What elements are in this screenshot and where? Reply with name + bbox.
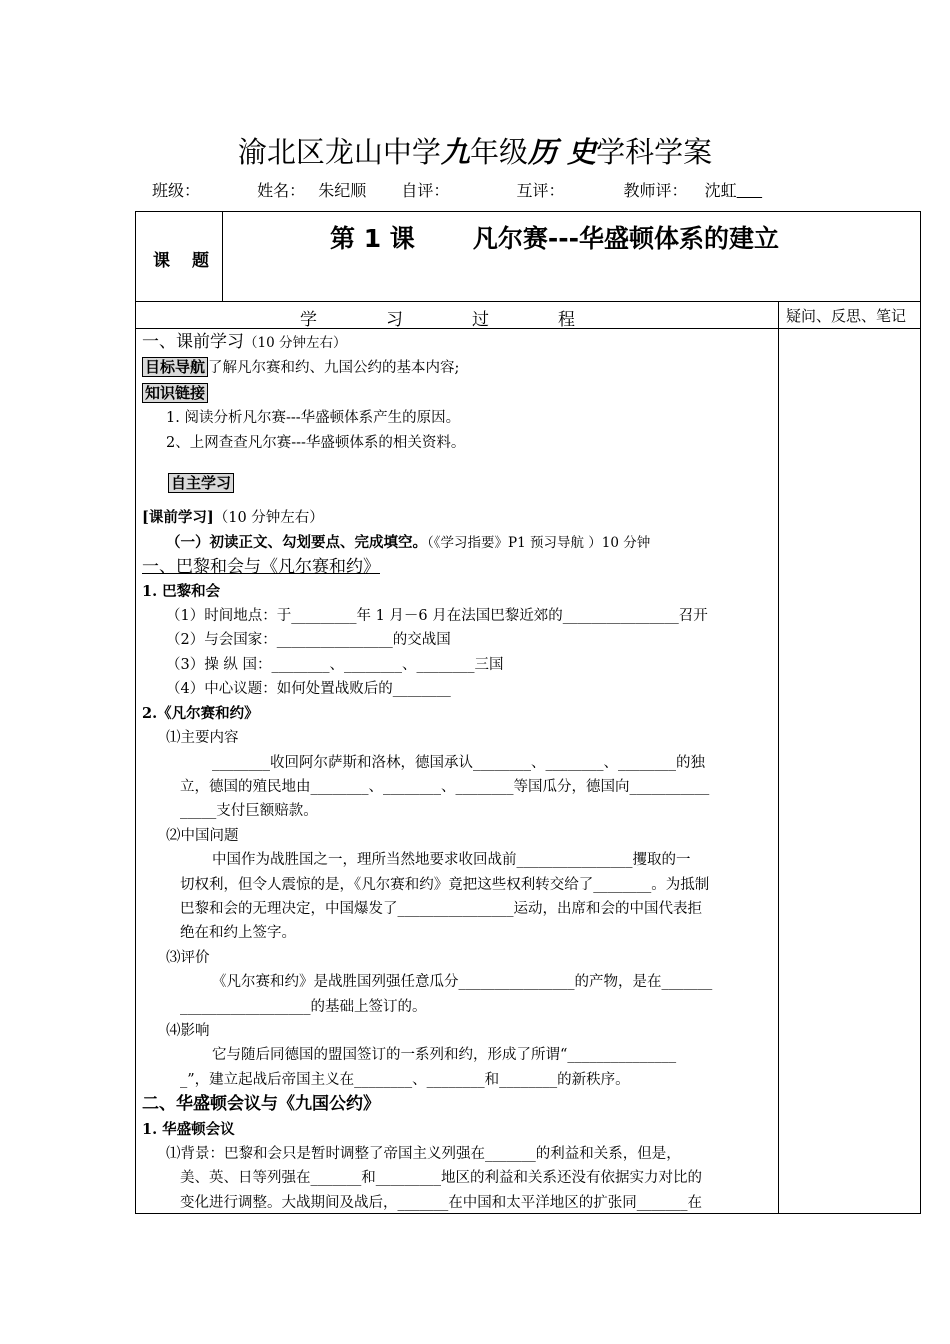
time-note: （10 分钟左右） (213, 510, 324, 527)
subsection-heading: 1. 巴黎和会 (142, 582, 221, 600)
line-text: 变化进行调整。大战期间及战后，_______在中国和太平洋地区的扩张同_______在 (180, 1194, 702, 1211)
subsection-heading: [课前学习] (142, 509, 214, 527)
name-label: 姓名： (257, 181, 306, 200)
divider (222, 211, 223, 302)
class-label: 班级： (152, 181, 201, 200)
content-line (142, 995, 772, 1019)
section-tag: 知识链接 (142, 383, 208, 403)
line-text: ⑶评价 (166, 949, 210, 966)
subsection-heading: （一）初读正文、勾划要点、完成填空。 (166, 533, 427, 551)
line-text: ⑴背景：巴黎和会只是暂时调整了帝国主义列强在_______的利益和关系，但是， (166, 1146, 681, 1162)
peer-eval-label: 互评： (516, 181, 565, 200)
content-line (142, 970, 772, 994)
content-line (142, 1166, 772, 1190)
content-line (142, 531, 772, 555)
section-tag: 目标导航 (142, 357, 208, 377)
line-text: 巴黎和会的无理决定，中国爆发了________________运动，出席和会的中国代表拒 (180, 900, 702, 917)
line-text: ________收回阿尔萨斯和洛林，德国承认________、________、________的独 (212, 754, 705, 771)
content-line (142, 604, 772, 628)
content-line (142, 1118, 772, 1142)
teacher-eval-label: 教师评： (623, 181, 688, 200)
process-header: 学 习 过 程 (300, 310, 575, 330)
content-line (142, 702, 772, 726)
line-text: 切权利，但令人震惊的是，《凡尔赛和约》竟把这些权利转交给了________。为抵制 (180, 876, 710, 893)
student-info-line (152, 178, 762, 201)
content-line (142, 921, 772, 945)
content-line (142, 381, 772, 406)
line-text: _____支付巨额赔款。 (180, 803, 318, 820)
line-text: 中国作为战胜国之一，理所当然地要求收回战前________________攫取的一 (212, 852, 691, 869)
content-line (142, 873, 772, 897)
line-text: （4）中心议题：如何处置战败后的________ (166, 681, 451, 698)
content-line (142, 465, 772, 496)
content-line (142, 1019, 772, 1043)
content-line (142, 1142, 772, 1166)
content-line (142, 455, 772, 465)
content-line (142, 848, 772, 872)
content-line (142, 628, 772, 652)
study-content (142, 330, 772, 1215)
self-eval-label: 自评： (401, 181, 450, 200)
line-text: 《凡尔赛和约》是战胜国列强任意瓜分________________的产物，是在_______ (212, 974, 713, 991)
line-text: _”，建立起战后帝国主义在________、________和________的新秩序。 (180, 1071, 630, 1088)
content-line (142, 555, 772, 579)
content-line (142, 355, 772, 380)
line-text: __________________的基础上签订的。 (180, 998, 427, 1015)
divider (135, 301, 921, 302)
content-line (142, 1092, 772, 1117)
content-line (142, 824, 772, 848)
content-line (142, 506, 772, 530)
line-text: 了解凡尔赛和约、九国公约的基本内容; (208, 360, 460, 377)
content-line (142, 799, 772, 823)
line-text: ⑵中国问题 (166, 827, 239, 844)
line-text: 1. 阅读分析凡尔赛---华盛顿体系产生的原因。 (166, 410, 461, 427)
content-line (142, 406, 772, 430)
line-text: 它与随后同德国的盟国签订的一系列和约，形成了所谓“_______________ (212, 1047, 677, 1064)
content-line (142, 496, 772, 506)
content-line (142, 1043, 772, 1067)
line-text: （3）操 纵 国：________、________、________三国 (166, 656, 504, 673)
teacher-value: 沈虹 (704, 181, 737, 200)
name-value: 朱纪顺 (318, 181, 367, 200)
topic-label: 课 题 (153, 251, 217, 271)
section-heading: 二、华盛顿会议与《九国公约》 (142, 1094, 380, 1115)
line-text: 立，德国的殖民地由________、________、________等国瓜分，德国向___________ (180, 778, 710, 795)
line-text: 美、英、日等列强在_______和_________地区的利益和关系还没有依据实力对比的 (180, 1170, 702, 1187)
content-line (142, 330, 772, 355)
content-line (142, 1068, 772, 1092)
section-tag: 自主学习 (168, 473, 234, 493)
time-note: （10 分钟左右） (244, 335, 347, 351)
line-text: 2、上网查查凡尔赛---华盛顿体系的相关资料。 (166, 434, 466, 451)
content-line (142, 751, 772, 775)
content-line (142, 946, 772, 970)
lesson-heading: 第 1 课 凡尔赛---华盛顿体系的建立 (330, 224, 779, 253)
notes-header: 疑问、反思、笔记 (786, 307, 907, 325)
content-line (142, 897, 772, 921)
line-text: （2）与会国家：________________的交战国 (166, 632, 451, 649)
reference-note: （《学习指要》P1 预习导航 ）10 分钟 (427, 534, 651, 551)
divider (778, 301, 779, 1214)
content-line (142, 677, 772, 701)
line-text: （1）时间地点：于_________年 1 月－6 月在法国巴黎近郊的________________召开 (166, 608, 708, 625)
content-line (142, 726, 772, 750)
content-line (142, 580, 772, 604)
content-line (142, 1191, 772, 1215)
page-title: 渝北区龙山中学九年级历 史学科学案 (237, 135, 713, 169)
content-line (142, 431, 772, 455)
line-text: 绝在和约上签字。 (180, 925, 296, 942)
section-heading: 一、巴黎和会与《凡尔赛和约》 (142, 557, 380, 578)
subsection-heading: 2.《凡尔赛和约》 (142, 704, 259, 722)
subsection-heading: 1. 华盛顿会议 (142, 1120, 235, 1138)
line-text: ⑷影响 (166, 1022, 210, 1039)
section-heading: 一、课前学习 (142, 332, 244, 352)
content-line (142, 775, 772, 799)
content-line (142, 653, 772, 677)
line-text: ⑴主要内容 (166, 730, 239, 747)
